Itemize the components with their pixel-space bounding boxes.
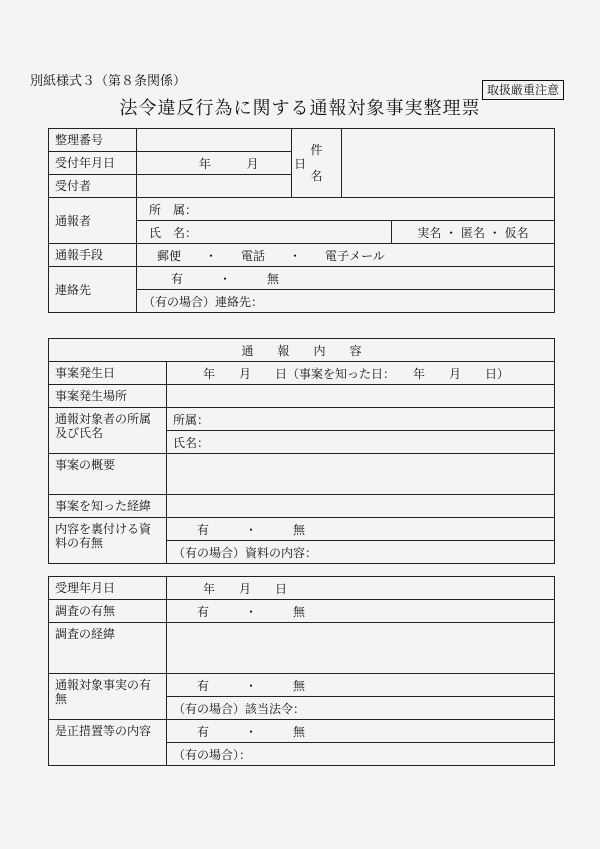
confidential-badge: 取扱厳重注意 — [482, 80, 564, 100]
field-uketsuke-date[interactable]: 年 月 日 — [137, 152, 292, 175]
label-jian-basho: 事案発生場所 — [49, 385, 167, 408]
field-taisho-shimei[interactable]: 氏名： — [167, 431, 555, 454]
field-taisho-shozoku[interactable]: 所属： — [167, 408, 555, 431]
field-seiri-bangou[interactable] — [137, 129, 292, 152]
label-taisho-jijitsu-umu: 通報対象事実の有無 — [49, 674, 167, 720]
label-tsuhosha: 通報者 — [49, 198, 137, 244]
shudan-options[interactable]: 郵便 ・ 電話 ・ 電子メール — [137, 244, 555, 267]
label-taisho-sha: 通報対象者の所属及び氏名 — [49, 408, 167, 454]
label-shitta-keii: 事案を知った経緯 — [49, 495, 167, 518]
label-uketsukesha: 受付者 — [49, 175, 137, 198]
label-seiri-bangou: 整理番号 — [49, 129, 137, 152]
form-number: 別紙様式３（第８条関係） — [30, 74, 187, 89]
label-juri-date: 受理年月日 — [49, 577, 167, 600]
section-heading: 通 報 内 容 — [49, 339, 555, 362]
field-shiryo-naiyo[interactable]: （有の場合）資料の内容： — [167, 541, 555, 564]
field-kenmei[interactable] — [342, 129, 555, 198]
field-chousa-keii[interactable] — [167, 623, 555, 674]
label-zesei-naiyo: 是正措置等の内容 — [49, 720, 167, 766]
label-shiryo-umu: 内容を裏付ける資料の有無 — [49, 518, 167, 564]
field-renrakusaki[interactable]: （有の場合）連絡先： — [137, 290, 555, 313]
report-content-table — [48, 338, 555, 564]
field-gaitou-hourei[interactable]: （有の場合）該当法令： — [167, 697, 555, 720]
field-jian-basho[interactable] — [167, 385, 555, 408]
label-uketsuke-date: 受付年月日 — [49, 152, 137, 175]
handling-table — [48, 576, 555, 766]
label-kenmei: 件 名 — [292, 129, 342, 198]
field-shimei[interactable]: 氏 名： — [137, 221, 392, 244]
reporter-table — [48, 128, 555, 313]
field-juri-date[interactable]: 年 月 日 — [167, 577, 555, 600]
field-uketsukesha[interactable] — [137, 175, 292, 198]
shiryo-umu-options[interactable]: 有 ・ 無 — [167, 518, 555, 541]
field-shozoku[interactable]: 所 属： — [137, 198, 555, 221]
name-type-options[interactable]: 実名 ・ 匿名 ・ 仮名 — [392, 221, 555, 244]
label-jian-hassei-bi: 事案発生日 — [49, 362, 167, 385]
renrakusaki-umu[interactable]: 有 ・ 無 — [137, 267, 555, 290]
field-zesei-detail[interactable]: （有の場合）： — [167, 743, 555, 766]
field-shitta-keii[interactable] — [167, 495, 555, 518]
page-title: 法令違反行為に関する通報対象事実整理票 — [119, 98, 481, 119]
label-chousa-umu: 調査の有無 — [49, 600, 167, 623]
chousa-umu-options[interactable]: 有 ・ 無 — [167, 600, 555, 623]
zesei-umu-options[interactable]: 有 ・ 無 — [167, 720, 555, 743]
label-gaiyou: 事案の概要 — [49, 454, 167, 495]
taisho-jijitsu-umu-options[interactable]: 有 ・ 無 — [167, 674, 555, 697]
field-jian-hassei-bi[interactable]: 年 月 日（事案を知った日： 年 月 日） — [167, 362, 555, 385]
label-renrakusaki: 連絡先 — [49, 267, 137, 313]
field-gaiyou[interactable] — [167, 454, 555, 495]
label-tsuho-shudan: 通報手段 — [49, 244, 137, 267]
label-chousa-keii: 調査の経緯 — [49, 623, 167, 674]
